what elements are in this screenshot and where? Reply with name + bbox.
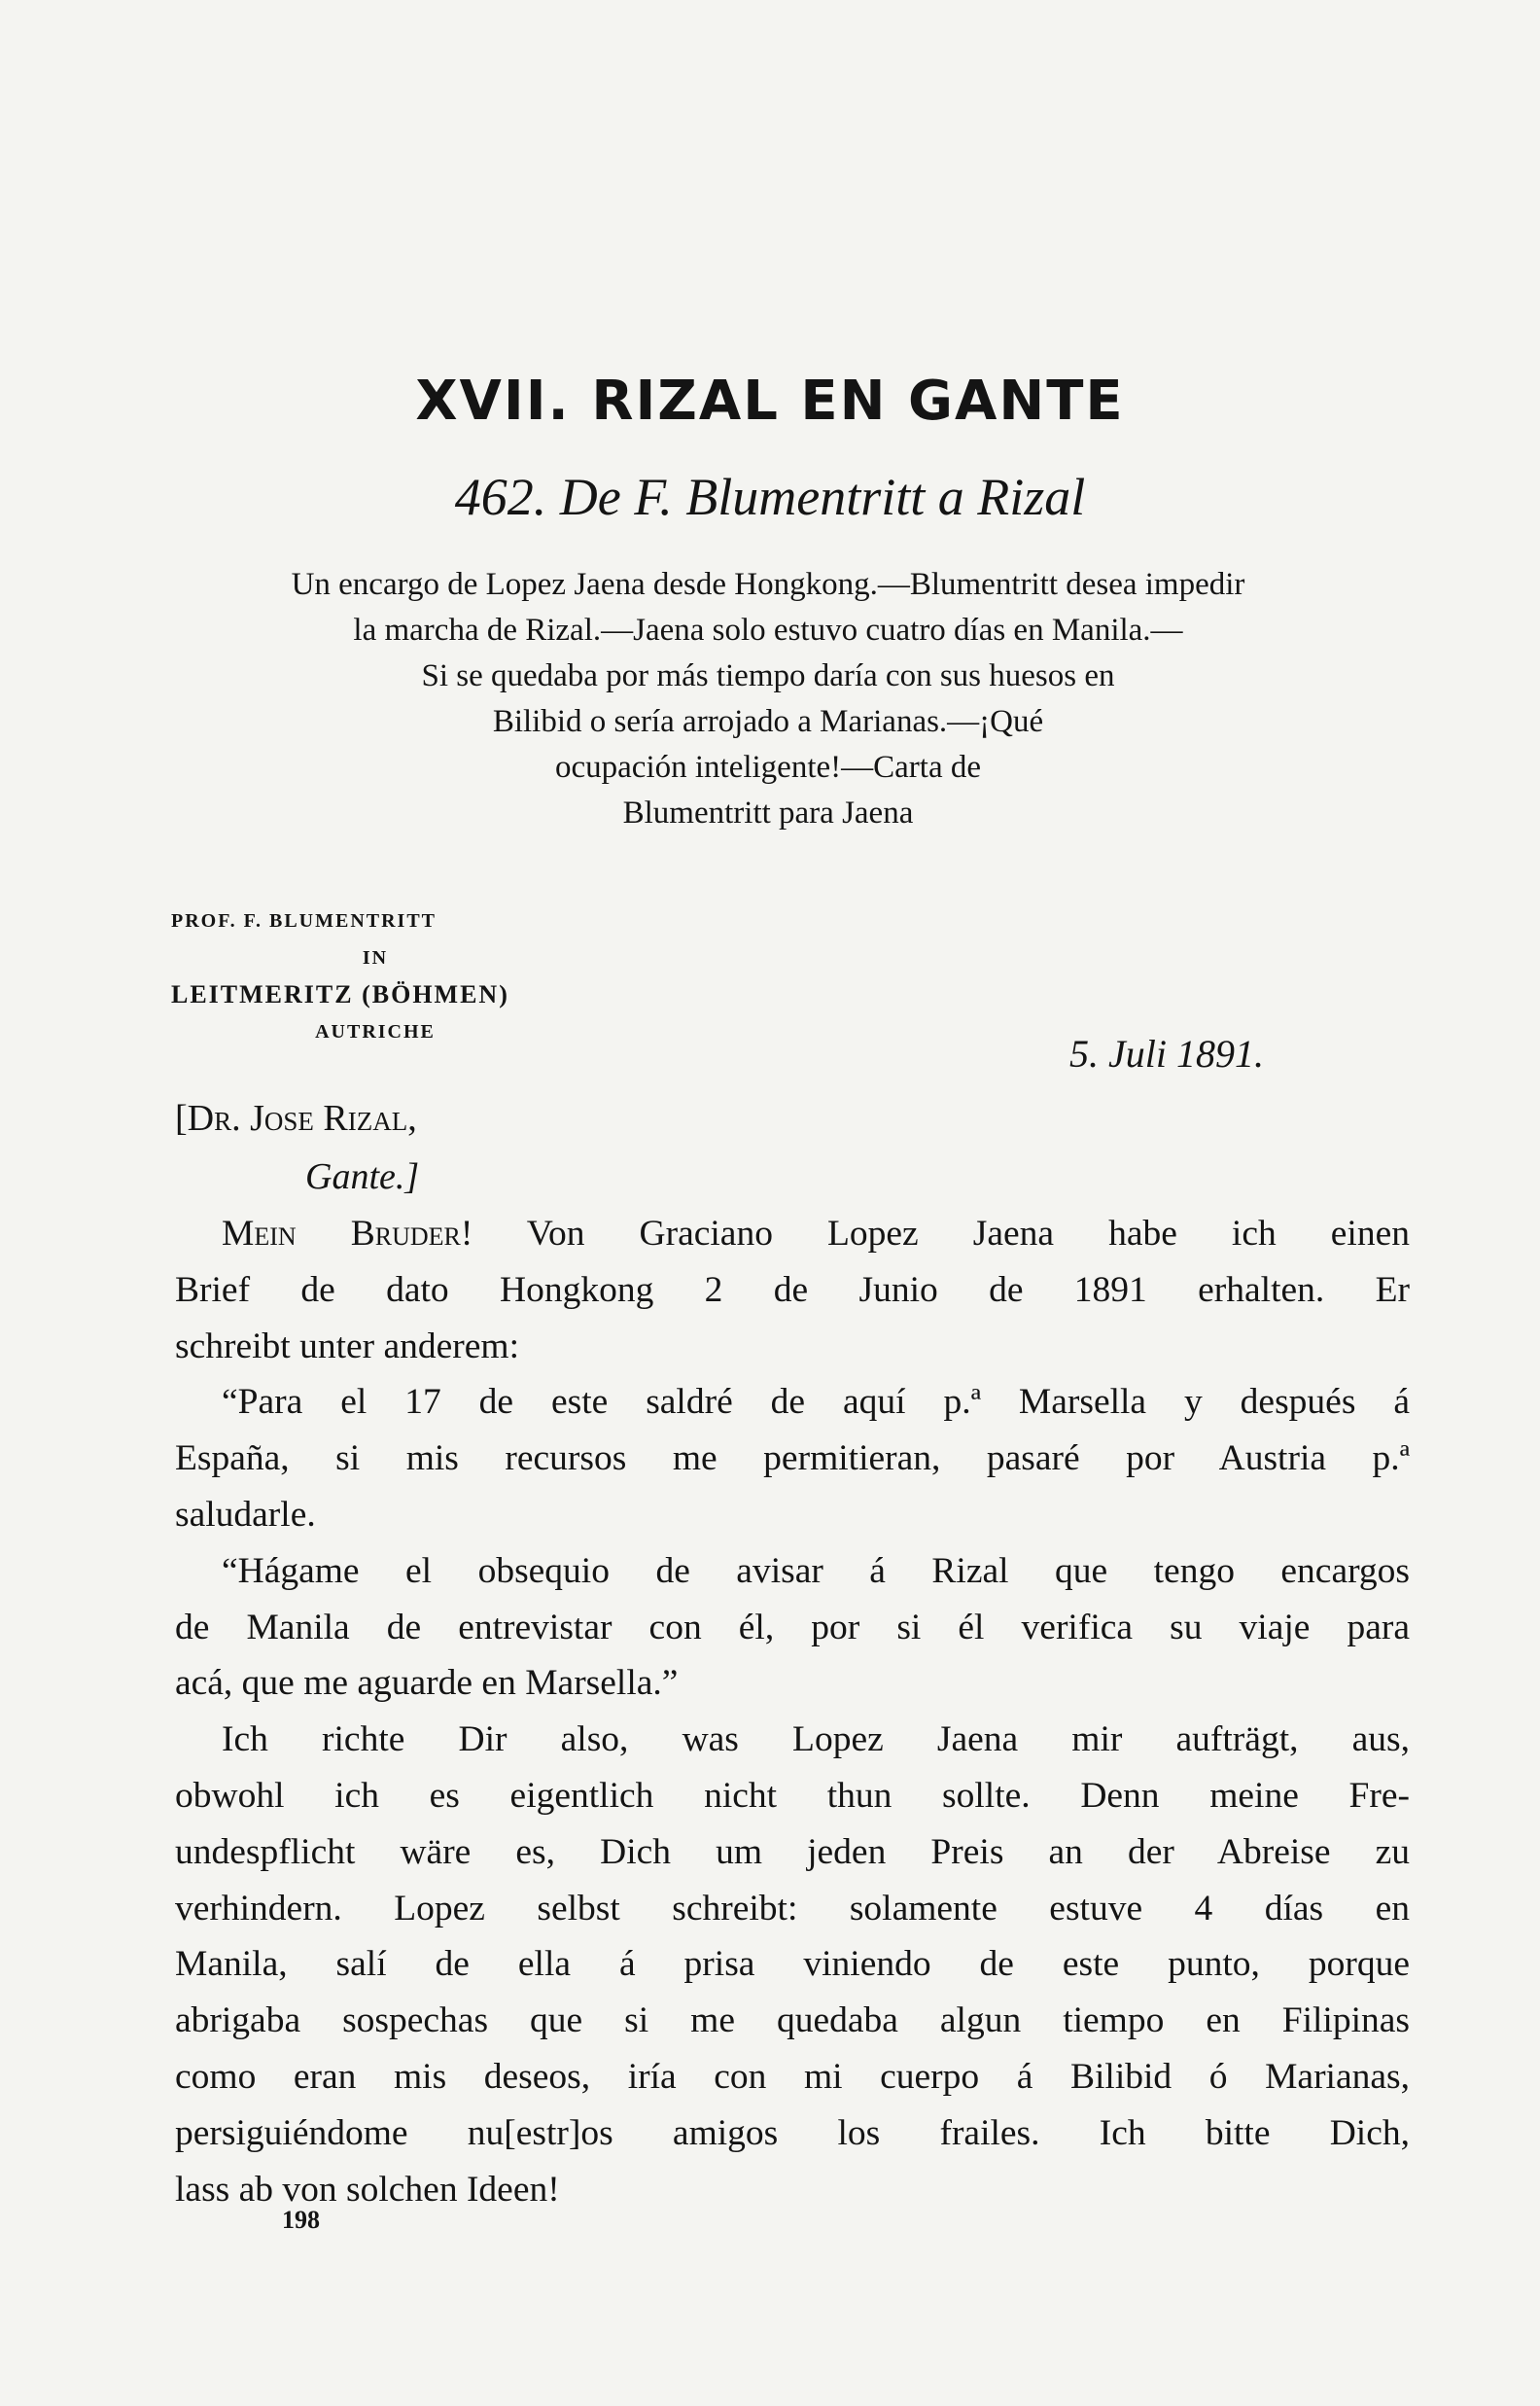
letterhead: [171, 902, 579, 1050]
body-line: Brief de dato Hongkong 2 de Junio de 1891 erhalten. Er: [175, 1269, 1410, 1310]
addressee: [175, 1089, 419, 1206]
letter-title: 462. De F. Blumentritt a Rizal: [454, 468, 1086, 526]
letterhead-sender: PROF. F. BLUMENTRITT: [171, 910, 438, 932]
body-line: persiguiéndome nu[estr]os amigos los frailes. Ich bitte Dich,: [175, 2112, 1410, 2153]
body-line: Ich richte Dir also, was Lopez Jaena mir aufträgt, aus,: [222, 1719, 1410, 1760]
summary-line: Un encargo de Lopez Jaena desde Hongkong.—Blumentritt desea impedir: [291, 567, 1245, 602]
chapter-title: XVII. RIZAL EN GANTE: [415, 370, 1125, 433]
summary-line: ocupación inteligente!—Carta de: [555, 750, 981, 785]
summary-line: Si se quedaba por más tiempo daría con sus huesos en: [421, 658, 1115, 693]
body-line: “Hágame el obsequio de avisar á Rizal que tengo encargos: [222, 1550, 1410, 1591]
addressee-place: Gante.]: [305, 1156, 420, 1197]
letterhead-country: AUTRICHE: [315, 1021, 436, 1043]
body-line: de Manila de entrevistar con él, por si él verifica su viaje para: [175, 1607, 1410, 1647]
body-line: saludarle.: [175, 1494, 316, 1535]
body-line: lass ab von solchen Ideen!: [175, 2169, 560, 2210]
page-number: 198: [282, 2206, 320, 2234]
summary-line: Bilibid o sería arrojado a Marianas.—¡Qué: [492, 704, 1044, 739]
body-line: como eran mis deseos, iría con mi cuerpo á Bilibid ó Marianas,: [175, 2056, 1410, 2097]
body-line: acá, que me aguarde en Marsella.”: [175, 1663, 679, 1704]
letterhead-in: IN: [362, 947, 389, 969]
body-line: verhindern. Lopez selbst schreibt: solamente estuve 4 días en: [175, 1888, 1410, 1928]
body-line: schreibt unter anderem:: [175, 1326, 520, 1366]
body-line: España, si mis recursos me permitieran, pasaré por Austria p.ª: [175, 1438, 1410, 1479]
summary-line: Blumentritt para Jaena: [622, 796, 914, 831]
letter-date: 5. Juli 1891.: [1069, 1032, 1264, 1076]
body-line: obwohl ich es eigentlich nicht thun sollte. Denn meine Fre-: [175, 1775, 1410, 1816]
letter-body: [175, 1206, 1410, 2217]
body-line: “Para el 17 de este saldré de aquí p.ª Marsella y después á: [222, 1382, 1410, 1423]
salutation: Mein Bruder!: [222, 1214, 473, 1254]
body-line: Mein Bruder! Von Graciano Lopez Jaena habe ich einen: [222, 1214, 1410, 1254]
letter-summary: [156, 562, 1381, 836]
body-line: undespflicht wäre es, Dich um jeden Preis an der Abreise zu: [175, 1831, 1410, 1872]
body-line: Manila, salí de ella á prisa viniendo de este punto, porque: [175, 1944, 1410, 1985]
body-line: abrigaba sospechas que si me quedaba algun tiempo en Filipinas: [175, 2000, 1410, 2041]
summary-line: la marcha de Rizal.—Jaena solo estuvo cuatro días en Manila.—: [353, 613, 1183, 648]
letterhead-city: LEITMERITZ (BÖHMEN): [171, 980, 509, 1008]
addressee-name: [Dr. Jose Rizal,: [175, 1098, 417, 1139]
